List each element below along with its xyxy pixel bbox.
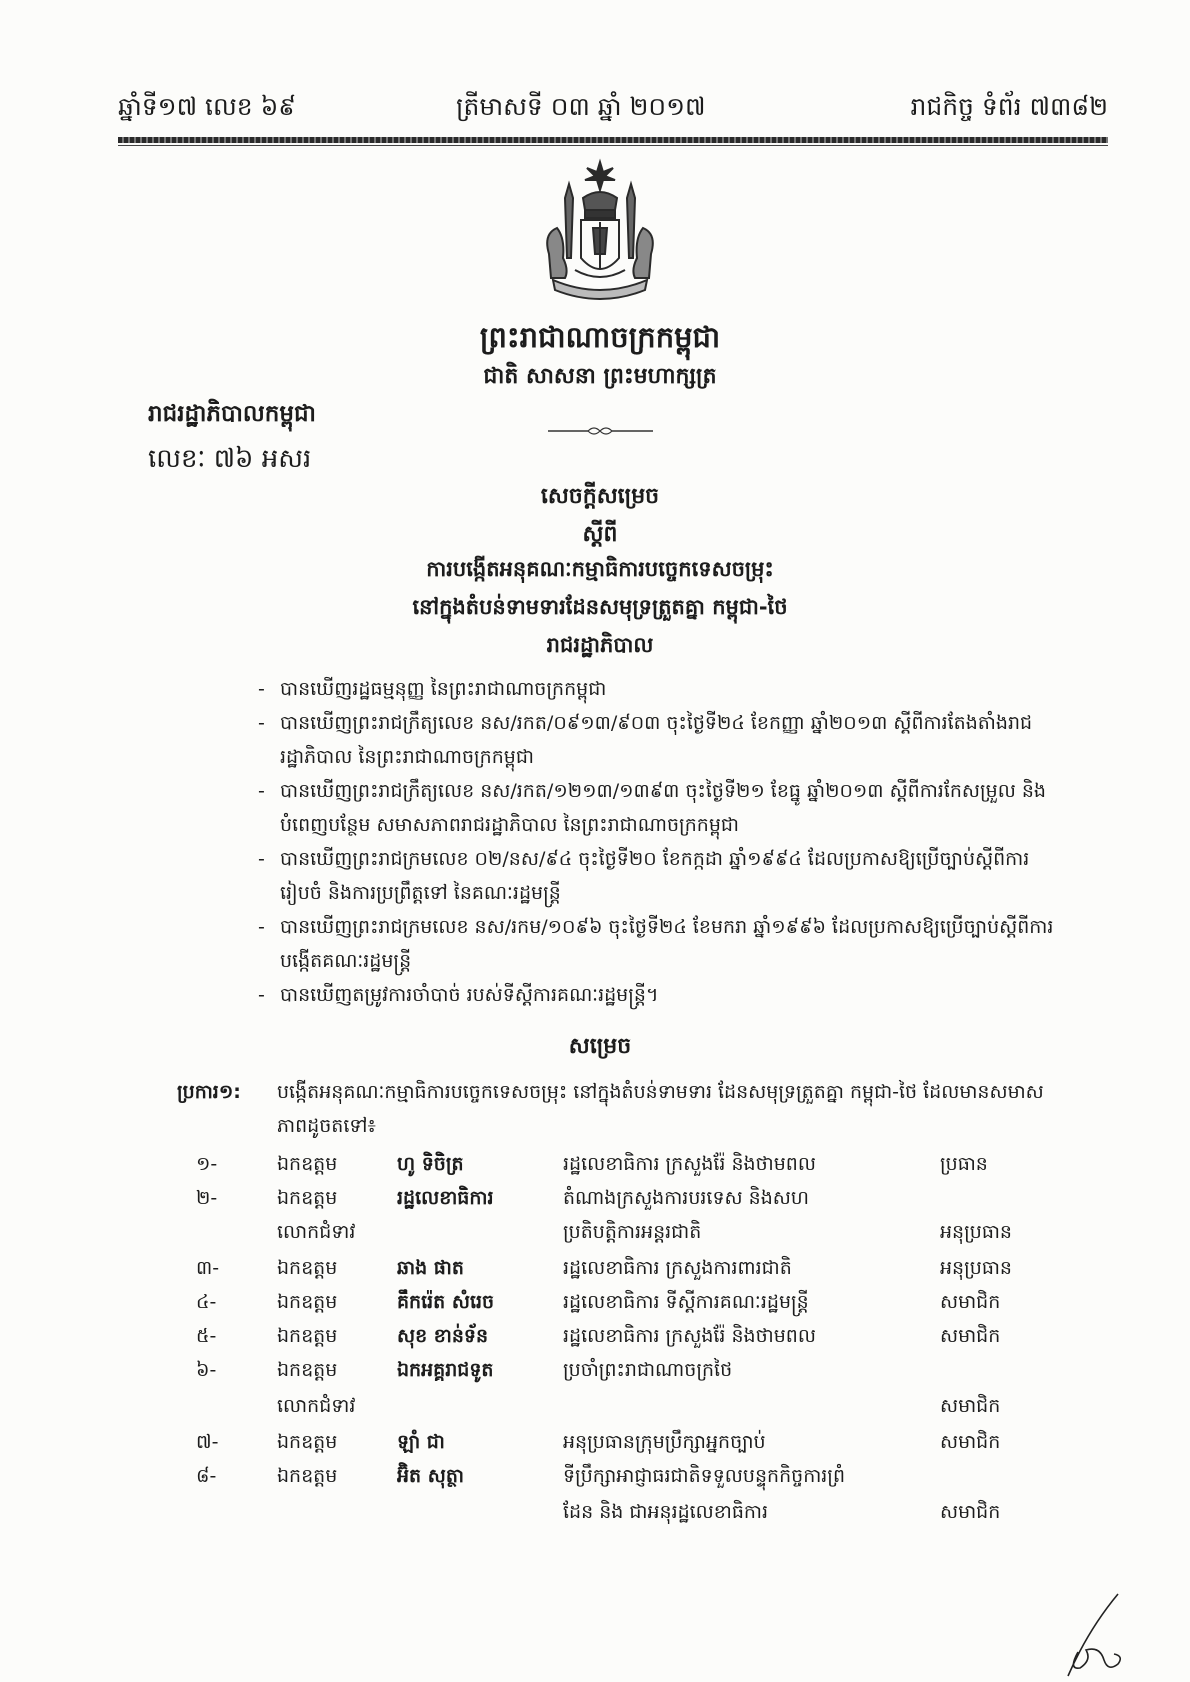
member-number: ២-: [196, 1187, 218, 1209]
decision-subject-line1: ការបង្កើតអនុគណៈកម្មាធិការបច្ចេកទេសចម្រុះ: [426, 557, 774, 581]
member-role: សមាជិក: [940, 1325, 1001, 1347]
member-name: រដ្ឋលេខាធិការ: [397, 1187, 494, 1209]
member-role: សមាជិក: [940, 1431, 1001, 1453]
member-number: ៦-: [196, 1359, 217, 1381]
member-title: ឯកឧត្តម: [277, 1325, 338, 1347]
gazette-header: [118, 92, 1108, 134]
member-role: អនុប្រធាន: [940, 1257, 1012, 1279]
member-title: ឯកឧត្តម: [277, 1291, 338, 1313]
consideration-item: - បានឃើញព្រះរាជក្រមលេខ នស/រកម/១០៩៦ ចុះថ្ងៃទី២៤ ខែមករា ឆ្នាំ១៩៩៦ ដែលប្រកាសឱ្យប្រើច្បាប់ស្តីពីការបង្កើតគណៈរដ្ឋមន្ត្រី: [258, 910, 1058, 978]
decision-title: សេចក្តីសម្រេច: [540, 484, 660, 509]
national-motto: ជាតិ សាសនា ព្រះមហាក្សត្រ: [483, 364, 717, 389]
member-name: ហូ ទិចិត្រ: [397, 1153, 464, 1175]
gazette-page-number: រាជកិច្ច ទំព័រ ៧៣៨២: [910, 92, 1108, 121]
issuing-authority: រាជរដ្ឋាភិបាលកម្ពុជា: [148, 401, 316, 427]
member-title-secondary: លោកជំទាវ: [277, 1221, 356, 1243]
decision-subject-line2: នៅក្នុងតំបន់ទាមទារដែនសមុទ្រត្រួតគ្នា កម្ពុជា-ថៃ: [412, 595, 788, 619]
consideration-item: - បានឃើញព្រះរាជក្រឹត្យលេខ នស/រកត/០៩១៣/៩០៣ ចុះថ្ងៃទី២៤ ខែកញ្ញា ឆ្នាំ២០១៣ ស្តីពីការតែងតាំងរាជរដ្ឋាភិបាល នៃព្រះរាជាណាចក្រកម្ពុជា: [258, 706, 1058, 774]
member-position: រដ្ឋលេខាធិការ ក្រសួងរ៉ែ និងថាមពល: [563, 1325, 816, 1347]
member-number: ៨-: [196, 1465, 217, 1487]
article-1-label: ប្រការ១:: [177, 1081, 241, 1103]
decides-heading: សម្រេច: [568, 1034, 632, 1059]
coat-of-arms-icon: [535, 158, 665, 308]
considerations-list: [258, 672, 1058, 1012]
member-name: សុខ ខាន់ទ័ន: [397, 1325, 489, 1347]
member-number: ៧-: [196, 1431, 219, 1453]
member-position: ប្រចាំព្រះរាជាណាចក្រថៃ: [563, 1359, 733, 1381]
kingdom-title: ព្រះរាជាណាចក្រកម្ពុជា: [479, 320, 721, 354]
member-role: ប្រធាន: [940, 1153, 988, 1175]
member-position: តំណាងក្រសួងការបរទេស និងសហ: [563, 1187, 809, 1209]
consideration-item: - បានឃើញរដ្ឋធម្មនុញ្ញ នៃព្រះរាជាណាចក្រកម្ពុជា: [258, 672, 1058, 706]
member-number: ៥-: [196, 1325, 217, 1347]
member-position: រដ្ឋលេខាធិការ ក្រសួងការពារជាតិ: [563, 1257, 792, 1279]
signature-icon: [1048, 1590, 1138, 1680]
member-number: ១-: [196, 1153, 218, 1175]
member-position: ទីប្រឹក្សាអាជ្ញាធរជាតិទទួលបន្ទុកកិច្ចការព្រំ: [563, 1465, 846, 1487]
header-divider: [118, 137, 1108, 143]
divider-ornament-icon: [548, 425, 653, 437]
member-name: គឹករ៉េត សំរេច: [397, 1291, 495, 1313]
member-position: រដ្ឋលេខាធិការ ទីស្តីការគណៈរដ្ឋមន្ត្រី: [563, 1291, 809, 1313]
member-title: ឯកឧត្តម: [277, 1257, 338, 1279]
decision-government: រាជរដ្ឋាភិបាល: [546, 633, 654, 657]
member-name: ឯកអគ្គរាជទូត: [397, 1359, 494, 1381]
document-number: លេខៈ ៧៦ អសរ: [148, 444, 312, 474]
consideration-item: - បានឃើញព្រះរាជក្រឹត្យលេខ នស/រកត/១២១៣/១៣៩៣ ចុះថ្ងៃទី២១ ខែធ្នូ ឆ្នាំ២០១៣ ស្តីពីការកែសម្រួល និងបំពេញបន្ថែម សមាសភាពរាជរដ្ឋាភិបាល នៃព្រះរាជាណាចក្រកម្ពុជា: [258, 774, 1058, 842]
member-title: ឯកឧត្តម: [277, 1153, 338, 1175]
member-title: ឯកឧត្តម: [277, 1465, 338, 1487]
member-position-cont: ដែន និង ជាអនុរដ្ឋលេខាធិការ: [563, 1501, 769, 1523]
member-title-secondary: លោកជំទាវ: [277, 1395, 356, 1417]
member-name: អ៊ិត សុត្ថា: [397, 1465, 464, 1487]
gazette-quarter: ត្រីមាសទី ០៣ ឆ្នាំ ២០១៧: [456, 92, 706, 121]
decision-about: ស្តីពី: [582, 522, 618, 547]
member-position: រដ្ឋលេខាធិការ ក្រសួងរ៉ែ និងថាមពល: [563, 1153, 816, 1175]
member-role: សមាជិក: [940, 1291, 1001, 1313]
member-role: អនុប្រធាន: [940, 1221, 1012, 1243]
consideration-item: - បានឃើញព្រះរាជក្រមលេខ ០២/នស/៩៤ ចុះថ្ងៃទី២០ ខែកក្កដា ឆ្នាំ១៩៩៤ ដែលប្រកាសឱ្យប្រើច្បាប់ស្តីពីការរៀបចំ និងការប្រព្រឹត្តទៅ នៃគណៈរដ្ឋមន្ត្រី: [258, 842, 1058, 910]
member-name: ឡាំ ជា: [397, 1431, 445, 1453]
member-number: ៤-: [196, 1291, 217, 1313]
article-1-text: បង្កើតអនុគណៈកម្មាធិការបច្ចេកទេសចម្រុះ នៅក្នុងតំបន់ទាមទារ ដែនសមុទ្រត្រួតគ្នា កម្ពុជា-ថៃ ដែលមានសមាសភាពដូចតទៅ៖: [277, 1081, 1044, 1137]
member-role: សមាជិក: [940, 1395, 1001, 1417]
header-divider-thin: [118, 145, 1108, 146]
member-title: ឯកឧត្តម: [277, 1187, 338, 1209]
consideration-item: - បានឃើញតម្រូវការចាំបាច់ របស់ទីស្តីការគណៈរដ្ឋមន្ត្រី។: [258, 978, 1058, 1012]
gazette-year-issue: ឆ្នាំទី១៧ លេខ ៦៩: [118, 92, 297, 121]
member-title: ឯកឧត្តម: [277, 1359, 338, 1381]
member-name: ឆាង ផាត: [397, 1257, 464, 1279]
member-position-cont: ប្រតិបត្តិការអន្តរជាតិ: [563, 1221, 702, 1243]
member-role: សមាជិក: [940, 1501, 1001, 1523]
member-position: អនុប្រធានក្រុមប្រឹក្សាអ្នកច្បាប់: [563, 1431, 766, 1453]
member-number: ៣-: [196, 1257, 220, 1279]
member-title: ឯកឧត្តម: [277, 1431, 338, 1453]
